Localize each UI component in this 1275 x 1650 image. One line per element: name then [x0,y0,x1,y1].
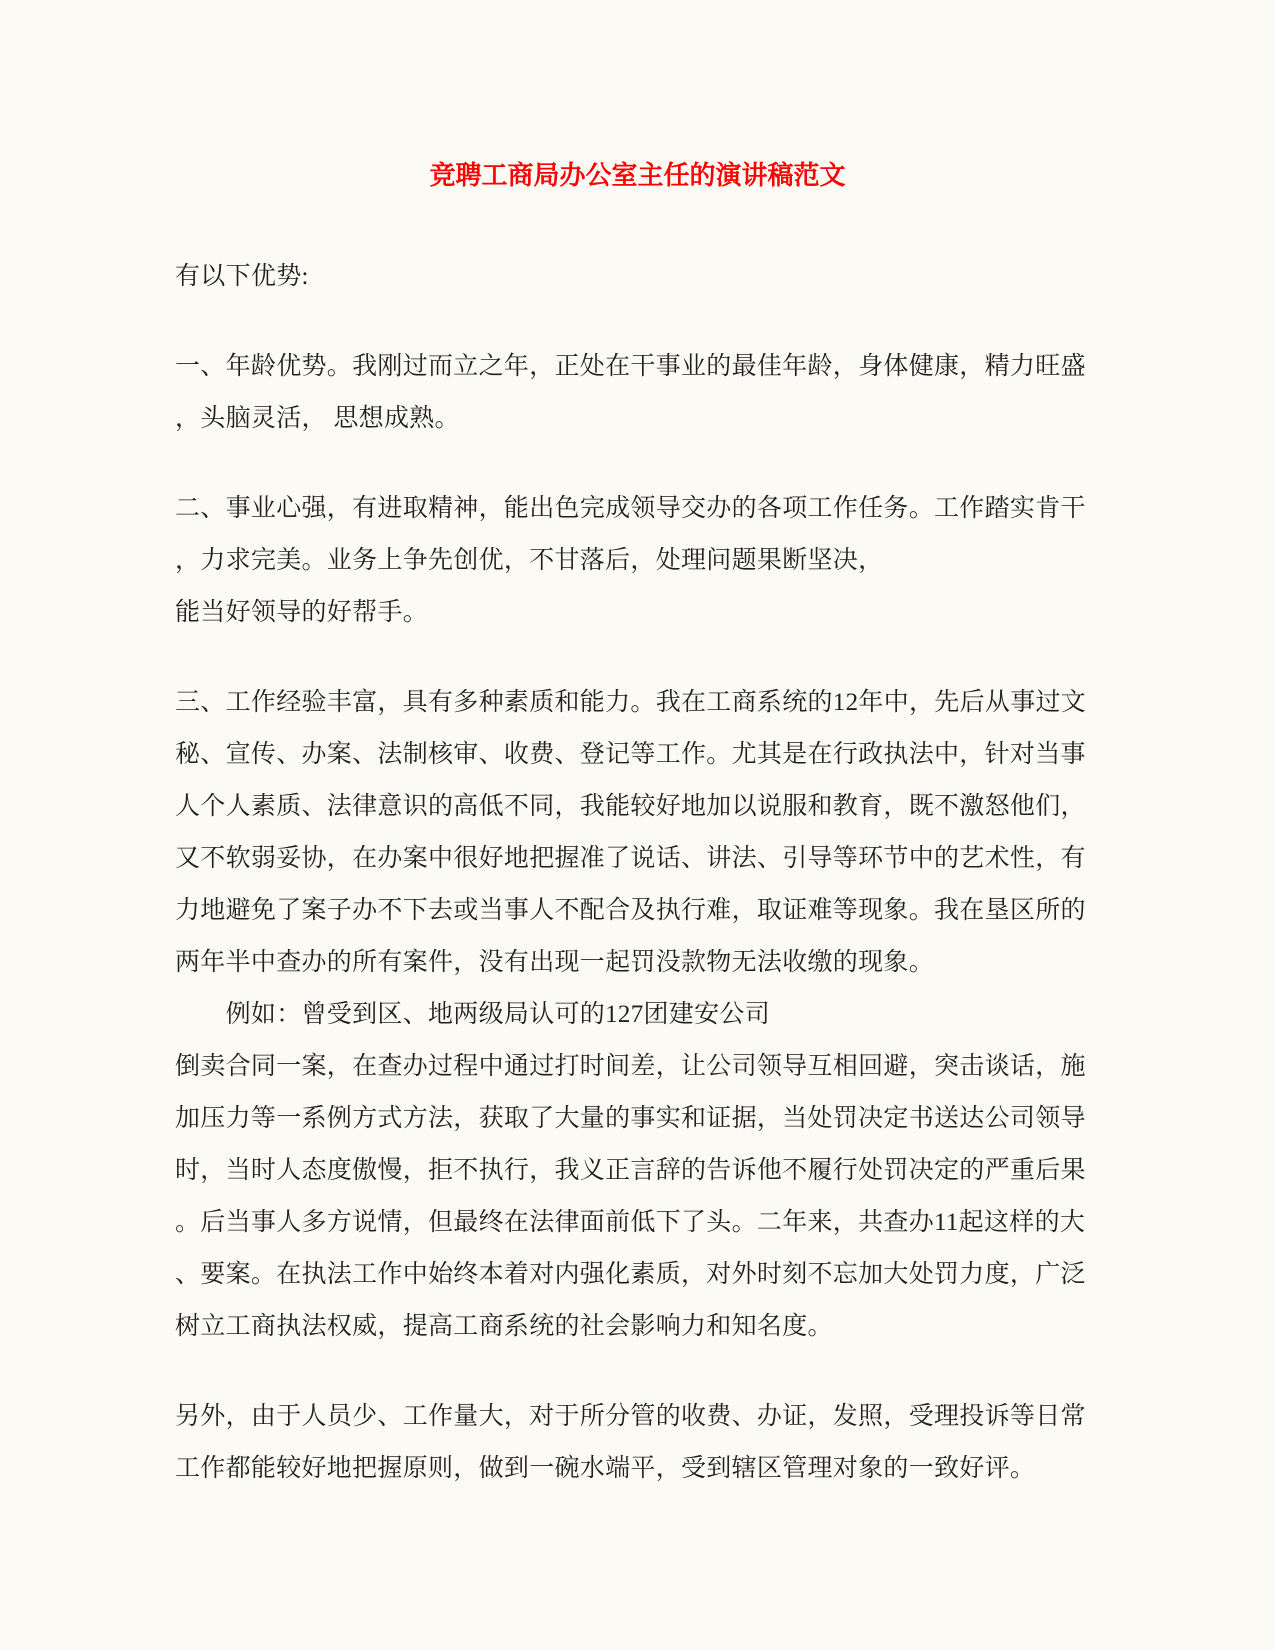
text-line: 人个人素质、法律意识的高低不同，我能较好地加以说服和教育，既不激怒他们， [175,793,1086,820]
text-line: 。后当事人多方说情，但最终在法律面前低下了头。二年来，共查办11起这样的大 [175,1209,1086,1236]
document-title: 竞聘工商局办公室主任的演讲稿范文 [429,161,846,190]
text-line: 例如：曾受到区、地两级局认可的127团建安公司 [175,1001,771,1028]
text-line: 倒卖合同一案，在查办过程中通过打时间差，让公司领导互相回避，突击谈话，施 [175,1053,1086,1080]
text-line: 力地避免了案子办不下去或当事人不配合及执行难，取证难等现象。我在垦区所的 [175,897,1086,924]
text-line: 、要案。在执法工作中始终本着对内强化素质，对外时刻不忘加大处罚力度，广泛 [175,1261,1086,1288]
text-line: 时，当时人态度傲慢，拒不执行，我义正言辞的告诉他不履行处罚决定的严重后果 [175,1157,1086,1184]
text-line: 另外，由于人员少、工作量大，对于所分管的收费、办证，发照，受理投诉等日常 [175,1403,1086,1430]
paragraph [175,1391,1090,1495]
paragraph [175,483,1090,639]
text-line: 加压力等一系例方式方法，获取了大量的事实和证据，当处罚决定书送达公司领导 [175,1105,1086,1132]
text-line: ，头脑灵活， 思想成熟。 [175,405,460,432]
text-line: 三、工作经验丰富，具有多种素质和能力。我在工商系统的12年中，先后从事过文 [175,689,1087,716]
paragraph [175,341,1090,445]
text-line: 又不软弱妥协，在办案中很好地把握准了说话、讲法、引导等环节中的艺术性，有 [175,845,1086,872]
text-line: 有以下优势: [175,263,309,290]
text-line: 能当好领导的好帮手。 [175,599,429,626]
paragraph [175,1041,1090,1353]
text-line: ，力求完美。业务上争先创优，不甘落后，处理问题果断坚决， [175,547,884,574]
paragraph [175,677,1090,989]
text-line: 一、年龄优势。我刚过而立之年，正处在干事业的最佳年龄，身体健康，精力旺盛 [175,353,1086,380]
paragraph [175,251,1090,303]
text-line: 二、事业心强，有进取精神，能出色完成领导交办的各项工作任务。工作踏实肯干 [175,495,1086,522]
text-line: 工作都能较好地把握原则，做到一碗水端平，受到辖区管理对象的一致好评。 [175,1455,1036,1482]
paragraph [175,989,1090,1041]
text-line: 树立工商执法权威，提高工商系统的社会影响力和知名度。 [175,1313,833,1340]
document-body [175,251,1090,1495]
text-line: 秘、宣传、办案、法制核审、收费、登记等工作。尤其是在行政执法中，针对当事 [175,741,1086,768]
text-line: 两年半中查办的所有案件，没有出现一起罚没款物无法收缴的现象。 [175,949,935,976]
